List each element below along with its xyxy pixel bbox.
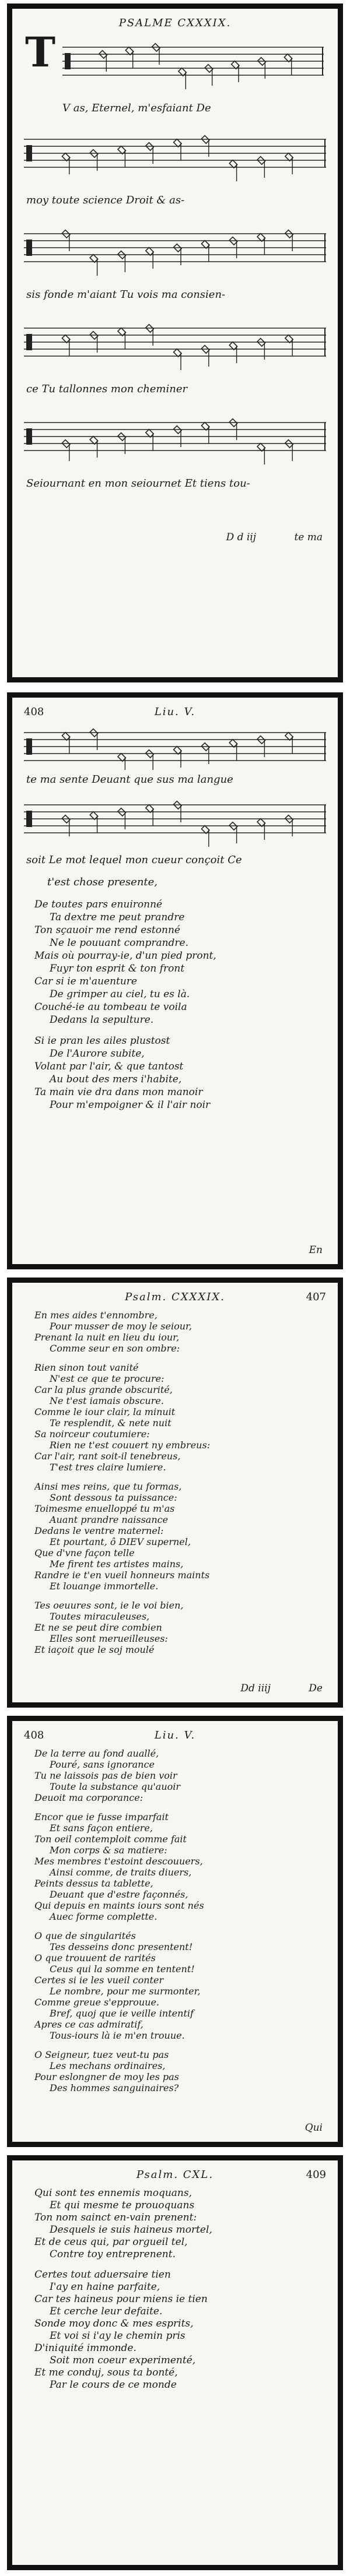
note-head xyxy=(285,733,293,740)
verse-line: O Seigneur, tuez veut-tu pas xyxy=(34,2049,169,2060)
verse-line: Te resplendit, & nete nuit xyxy=(50,1417,172,1428)
note-head xyxy=(90,255,97,262)
verse-line: Encor que ie fusse imparfait xyxy=(34,1811,169,1822)
music-staff xyxy=(24,414,326,467)
verse-line: Tes oeuures sont, ie le voi bien, xyxy=(34,1600,184,1611)
note-head xyxy=(146,430,153,437)
stanza xyxy=(34,898,320,1026)
catchword: te ma xyxy=(294,532,323,543)
lyric-line: moy toute science Droit & as- xyxy=(26,194,185,206)
page-footer xyxy=(240,1683,323,1694)
music-staff xyxy=(24,320,326,372)
verse-line: O que trouuent de rarités xyxy=(34,1952,156,1963)
note-head xyxy=(257,444,265,451)
verse-line: Toute la substance qu'auoir xyxy=(50,1781,181,1792)
verse-block xyxy=(34,1748,320,2102)
note-head xyxy=(62,733,69,740)
running-head-title: Psalm. CXXXIX. xyxy=(125,1291,225,1303)
verse-line: Certes tout aduersaire tien xyxy=(34,2269,171,2281)
book-page-2 xyxy=(7,692,343,1269)
lyric-line: soit Le mot lequel mon cueur conçoit Ce xyxy=(26,854,242,866)
verse-line: Ton oeil contemploit comme fait xyxy=(34,1834,187,1845)
verse-line: Qui sont tes ennemis moquans, xyxy=(34,2187,192,2199)
lyric-line: V as, Eternel, m'esfaiant De xyxy=(62,102,211,114)
note-head xyxy=(178,68,186,76)
page-number: 408 xyxy=(24,1729,44,1741)
note-head xyxy=(62,335,69,343)
stanza xyxy=(34,1748,320,1803)
clef-mark xyxy=(26,811,32,827)
running-head-title: Liu. V. xyxy=(154,706,196,718)
book-page-1 xyxy=(7,3,343,682)
signature-mark: D d iij xyxy=(226,532,257,543)
verse-line: Mais où pourray-ie, d'un pied pront, xyxy=(34,950,216,962)
verse-line: De l'Aurore subite, xyxy=(50,1048,145,1060)
stanza xyxy=(34,1930,320,2041)
verse-line: T'est tres claire lumiere. xyxy=(50,1462,166,1473)
verse-line: Auec forme complette. xyxy=(50,1911,158,1922)
verse-line: Tes desseins donc presentent! xyxy=(50,1941,193,1952)
verse-line: Car la plus grande obscurité, xyxy=(34,1384,173,1395)
verse-line: Au bout des mers i'habite, xyxy=(50,1074,182,1085)
clef-mark xyxy=(26,428,32,445)
stanza xyxy=(34,1600,320,1655)
note-head xyxy=(90,812,97,819)
verse-line: Ta dextre me peut prandre xyxy=(50,912,185,923)
lyric-line: te ma sente Deuant que sus ma langue xyxy=(26,773,233,786)
verse-line: Par le cours de ce monde xyxy=(50,2379,177,2391)
catchword: En xyxy=(309,1244,323,1256)
clef-mark xyxy=(26,334,32,350)
verse-line: Ne le pouuant comprandre. xyxy=(50,937,189,949)
stanza xyxy=(34,2187,320,2261)
verse-line: N'est ce que te procure: xyxy=(50,1373,164,1384)
stanza xyxy=(34,1310,320,1354)
verse-line: Dedans la sepulture. xyxy=(50,1014,154,1026)
note-head xyxy=(257,819,265,826)
verse-line: Comme seur en son ombre: xyxy=(50,1343,180,1354)
note-head xyxy=(118,328,125,336)
clef-mark xyxy=(26,145,32,161)
verse-line: De la terre au fond auallé, xyxy=(34,1748,159,1759)
running-head-title: Psalm. CXL. xyxy=(136,2169,214,2181)
verse-line: Couché-ie au tombeau te voila xyxy=(34,1001,187,1013)
verse-line: Toimesme enuelloppé tu m'as xyxy=(34,1503,175,1514)
verse-line: De grimper au ciel, tu es là. xyxy=(50,988,190,1000)
note-head xyxy=(229,740,237,747)
verse-line: Mes membres t'estoint descouuers, xyxy=(34,1856,203,1867)
book-page-3 xyxy=(7,1278,343,1708)
page-number: 409 xyxy=(306,2169,326,2181)
verse-line: Elles sont merueilleuses: xyxy=(50,1633,168,1644)
verse-line: Me firent tes artistes mains, xyxy=(50,1558,184,1569)
verse-line: Volant par l'air, & que tantost xyxy=(34,1061,184,1072)
note-head xyxy=(257,234,265,241)
note-head xyxy=(201,241,209,248)
verse-line: Randre ie t'en vueil honneurs maints xyxy=(34,1569,210,1581)
verse-line: Apres ce cas admiratif, xyxy=(34,2019,144,2030)
verse-line: Pour musser de moy le seiour, xyxy=(50,1321,192,1332)
verse-line: Pouré, sans ignorance xyxy=(50,1759,155,1770)
verse-line: Car tes haineus pour miens ie tien xyxy=(34,2293,208,2305)
verse-line: Tu ne laissois pas de bien voir xyxy=(34,1770,177,1781)
verse-line: Le nombre, pour me surmonter, xyxy=(50,1986,201,1997)
verse-line: I'ay en haine parfaite, xyxy=(50,2281,160,2293)
verse-line: Certes si ie les vueil conter xyxy=(34,1975,164,1986)
verse-line: Ainsi mes reins, que tu formas, xyxy=(34,1481,182,1492)
verse-line: Rien sinon tout vanité xyxy=(34,1362,139,1373)
running-head xyxy=(24,1291,326,1308)
verse-line: Et de ceus qui, par orgueil tel, xyxy=(34,2236,188,2248)
verse-line: Peints dessus ta tablette, xyxy=(34,1878,153,1889)
note-head xyxy=(118,754,125,761)
stanza xyxy=(34,1481,320,1592)
verse-line: Ceus qui la somme en tentent! xyxy=(50,1963,195,1975)
running-head xyxy=(24,2169,326,2186)
verse-line: Rien ne t'est couuert ny embreus: xyxy=(50,1440,211,1451)
verse-line: Ainsi comme, de traits diuers, xyxy=(50,1867,192,1878)
book-page-5 xyxy=(7,2155,343,2570)
verse-line: Ton sçauoir me rend estonné xyxy=(34,924,180,936)
stanza xyxy=(34,2269,320,2391)
verse-line: Toutes miraculeuses, xyxy=(50,1611,150,1622)
verse-line: De toutes pars enuironné xyxy=(34,899,163,910)
verse-line: Dedans le ventre maternel: xyxy=(34,1525,164,1536)
catchword: Qui xyxy=(304,2122,323,2134)
verse-line: Et louange immortelle. xyxy=(50,1581,159,1592)
verse-line: Et pourtant, ô DIEV supernel, xyxy=(50,1536,191,1547)
stanza xyxy=(34,1034,320,1111)
music-staff xyxy=(24,226,326,278)
music-staff xyxy=(24,724,326,771)
verse-line: Et qui mesme te prouoquans xyxy=(50,2200,195,2211)
verse-line: Deuant que d'estre façonnés, xyxy=(50,1889,188,1900)
verse-line: Bref, quoj que ie veille intentif xyxy=(50,2008,194,2019)
note-head xyxy=(146,248,153,255)
verse-line: Mon corps & sa matiere: xyxy=(50,1845,167,1856)
lyric-line: t'est chose presente, xyxy=(47,876,158,888)
verse-line: Car l'air, rant soit-il tenebreus, xyxy=(34,1451,181,1462)
lyric-line: Seiournant en mon seiournet Et tiens tou- xyxy=(26,477,250,490)
clef-mark xyxy=(26,738,32,755)
verse-block xyxy=(34,1310,320,1663)
verse-line: Deuoit ma corporance: xyxy=(34,1792,144,1803)
page-footer xyxy=(309,1244,323,1256)
catchword: De xyxy=(309,1683,323,1694)
note-head xyxy=(174,747,181,754)
note-head xyxy=(146,805,153,812)
page-footer xyxy=(226,532,323,543)
verse-line: Si ie pran les ailes plustost xyxy=(34,1035,170,1047)
note-head xyxy=(232,61,239,69)
verse-line: Car si ie m'auenture xyxy=(34,976,137,987)
page-number: 407 xyxy=(306,1291,326,1303)
verse-line: Comme greue s'epprouue. xyxy=(34,1997,159,2008)
note-head xyxy=(285,335,293,343)
verse-line: Ta main vie dra dans mon manoir xyxy=(34,1086,203,1098)
note-head xyxy=(229,160,237,168)
note-head xyxy=(90,437,97,444)
verse-line: Tous-iours là ie m'en trouue. xyxy=(50,2030,185,2041)
note-head xyxy=(229,342,237,350)
signature-mark: Dd iiij xyxy=(240,1683,271,1694)
running-head xyxy=(24,706,326,723)
book-page-4 xyxy=(7,1716,343,2147)
lyric-line: sis fonde m'aiant Tu vois ma consien- xyxy=(26,288,226,301)
note-head xyxy=(62,153,69,161)
verse-line: Que d'vne façon telle xyxy=(34,1547,135,1558)
verse-line: Sonde moy donc & mes esprits, xyxy=(34,2318,194,2329)
verse-line: Auant prandre naissance xyxy=(50,1514,169,1525)
running-head-title: Liu. V. xyxy=(154,1729,196,1741)
note-head xyxy=(201,826,209,833)
verse-line: Et voi si i'ay le chemin pris xyxy=(50,2330,186,2342)
verse-line: D'iniquité immonde. xyxy=(34,2342,136,2354)
verse-line: Pour eslongner de moy les pas xyxy=(34,2071,179,2082)
music-staff xyxy=(24,131,326,184)
verse-line: Et iaçoit que le soj moulé xyxy=(34,1644,155,1655)
verse-line: Des hommes sanguinaires? xyxy=(50,2082,179,2093)
verse-line: Et cerche leur defaite. xyxy=(50,2306,163,2317)
clef-mark xyxy=(65,53,71,69)
stanza xyxy=(34,2049,320,2093)
verse-line: Et sans façon entiere, xyxy=(50,1822,153,1834)
music-staff xyxy=(24,797,326,849)
verse-line: Ton nom sainct en-vain prenent: xyxy=(34,2212,197,2223)
stanza xyxy=(34,1811,320,1922)
note-head xyxy=(174,349,181,357)
stanza xyxy=(34,1362,320,1473)
drop-cap: T xyxy=(25,28,56,76)
verse-line: En mes aides t'ennombre, xyxy=(34,1310,158,1321)
running-head xyxy=(24,17,326,34)
verse-line: Et me conduj, sous ta bonté, xyxy=(34,2367,178,2378)
page-footer xyxy=(305,2122,323,2134)
verse-line: Desquels ie suis haineus mortel, xyxy=(50,2224,212,2236)
note-head xyxy=(284,54,292,62)
verse-line: Sont dessous ta puissance: xyxy=(50,1492,177,1503)
note-head xyxy=(201,423,209,430)
verse-line: Fuyr ton esprit & ton front xyxy=(50,963,185,974)
running-head-title: PSALME CXXXIX. xyxy=(118,17,232,29)
verse-line: Sa noirceur coutumiere: xyxy=(34,1428,150,1440)
music-staff xyxy=(62,39,324,92)
running-head xyxy=(24,1729,326,1747)
page-number: 408 xyxy=(24,706,44,718)
lyric-line: ce Tu tallonnes mon cheminer xyxy=(26,383,188,395)
verse-line: Comme le iour clair, la minuit xyxy=(34,1406,176,1417)
note-head xyxy=(285,153,293,161)
verse-line: Les mechans ordinaires, xyxy=(50,2060,166,2071)
verse-line: O que de singularités xyxy=(34,1930,136,1941)
note-head xyxy=(118,146,125,154)
note-head xyxy=(125,47,133,55)
verse-block xyxy=(34,898,320,1120)
verse-block xyxy=(34,2187,320,2399)
note-head xyxy=(174,139,181,147)
verse-line: Pour m'empoigner & il l'air noir xyxy=(50,1099,211,1111)
verse-line: Contre toy entreprenent. xyxy=(50,2248,176,2260)
verse-line: Et ne se peut dire combien xyxy=(34,1622,162,1633)
verse-line: Ne t'est iamais obscure. xyxy=(50,1395,164,1406)
clef-mark xyxy=(26,240,32,256)
verse-line: Prenant la nuit en lieu du iour, xyxy=(34,1332,180,1343)
verse-line: Qui depuis en maints iours sont nés xyxy=(34,1900,204,1911)
verse-line: Soit mon coeur experimenté, xyxy=(50,2355,196,2366)
